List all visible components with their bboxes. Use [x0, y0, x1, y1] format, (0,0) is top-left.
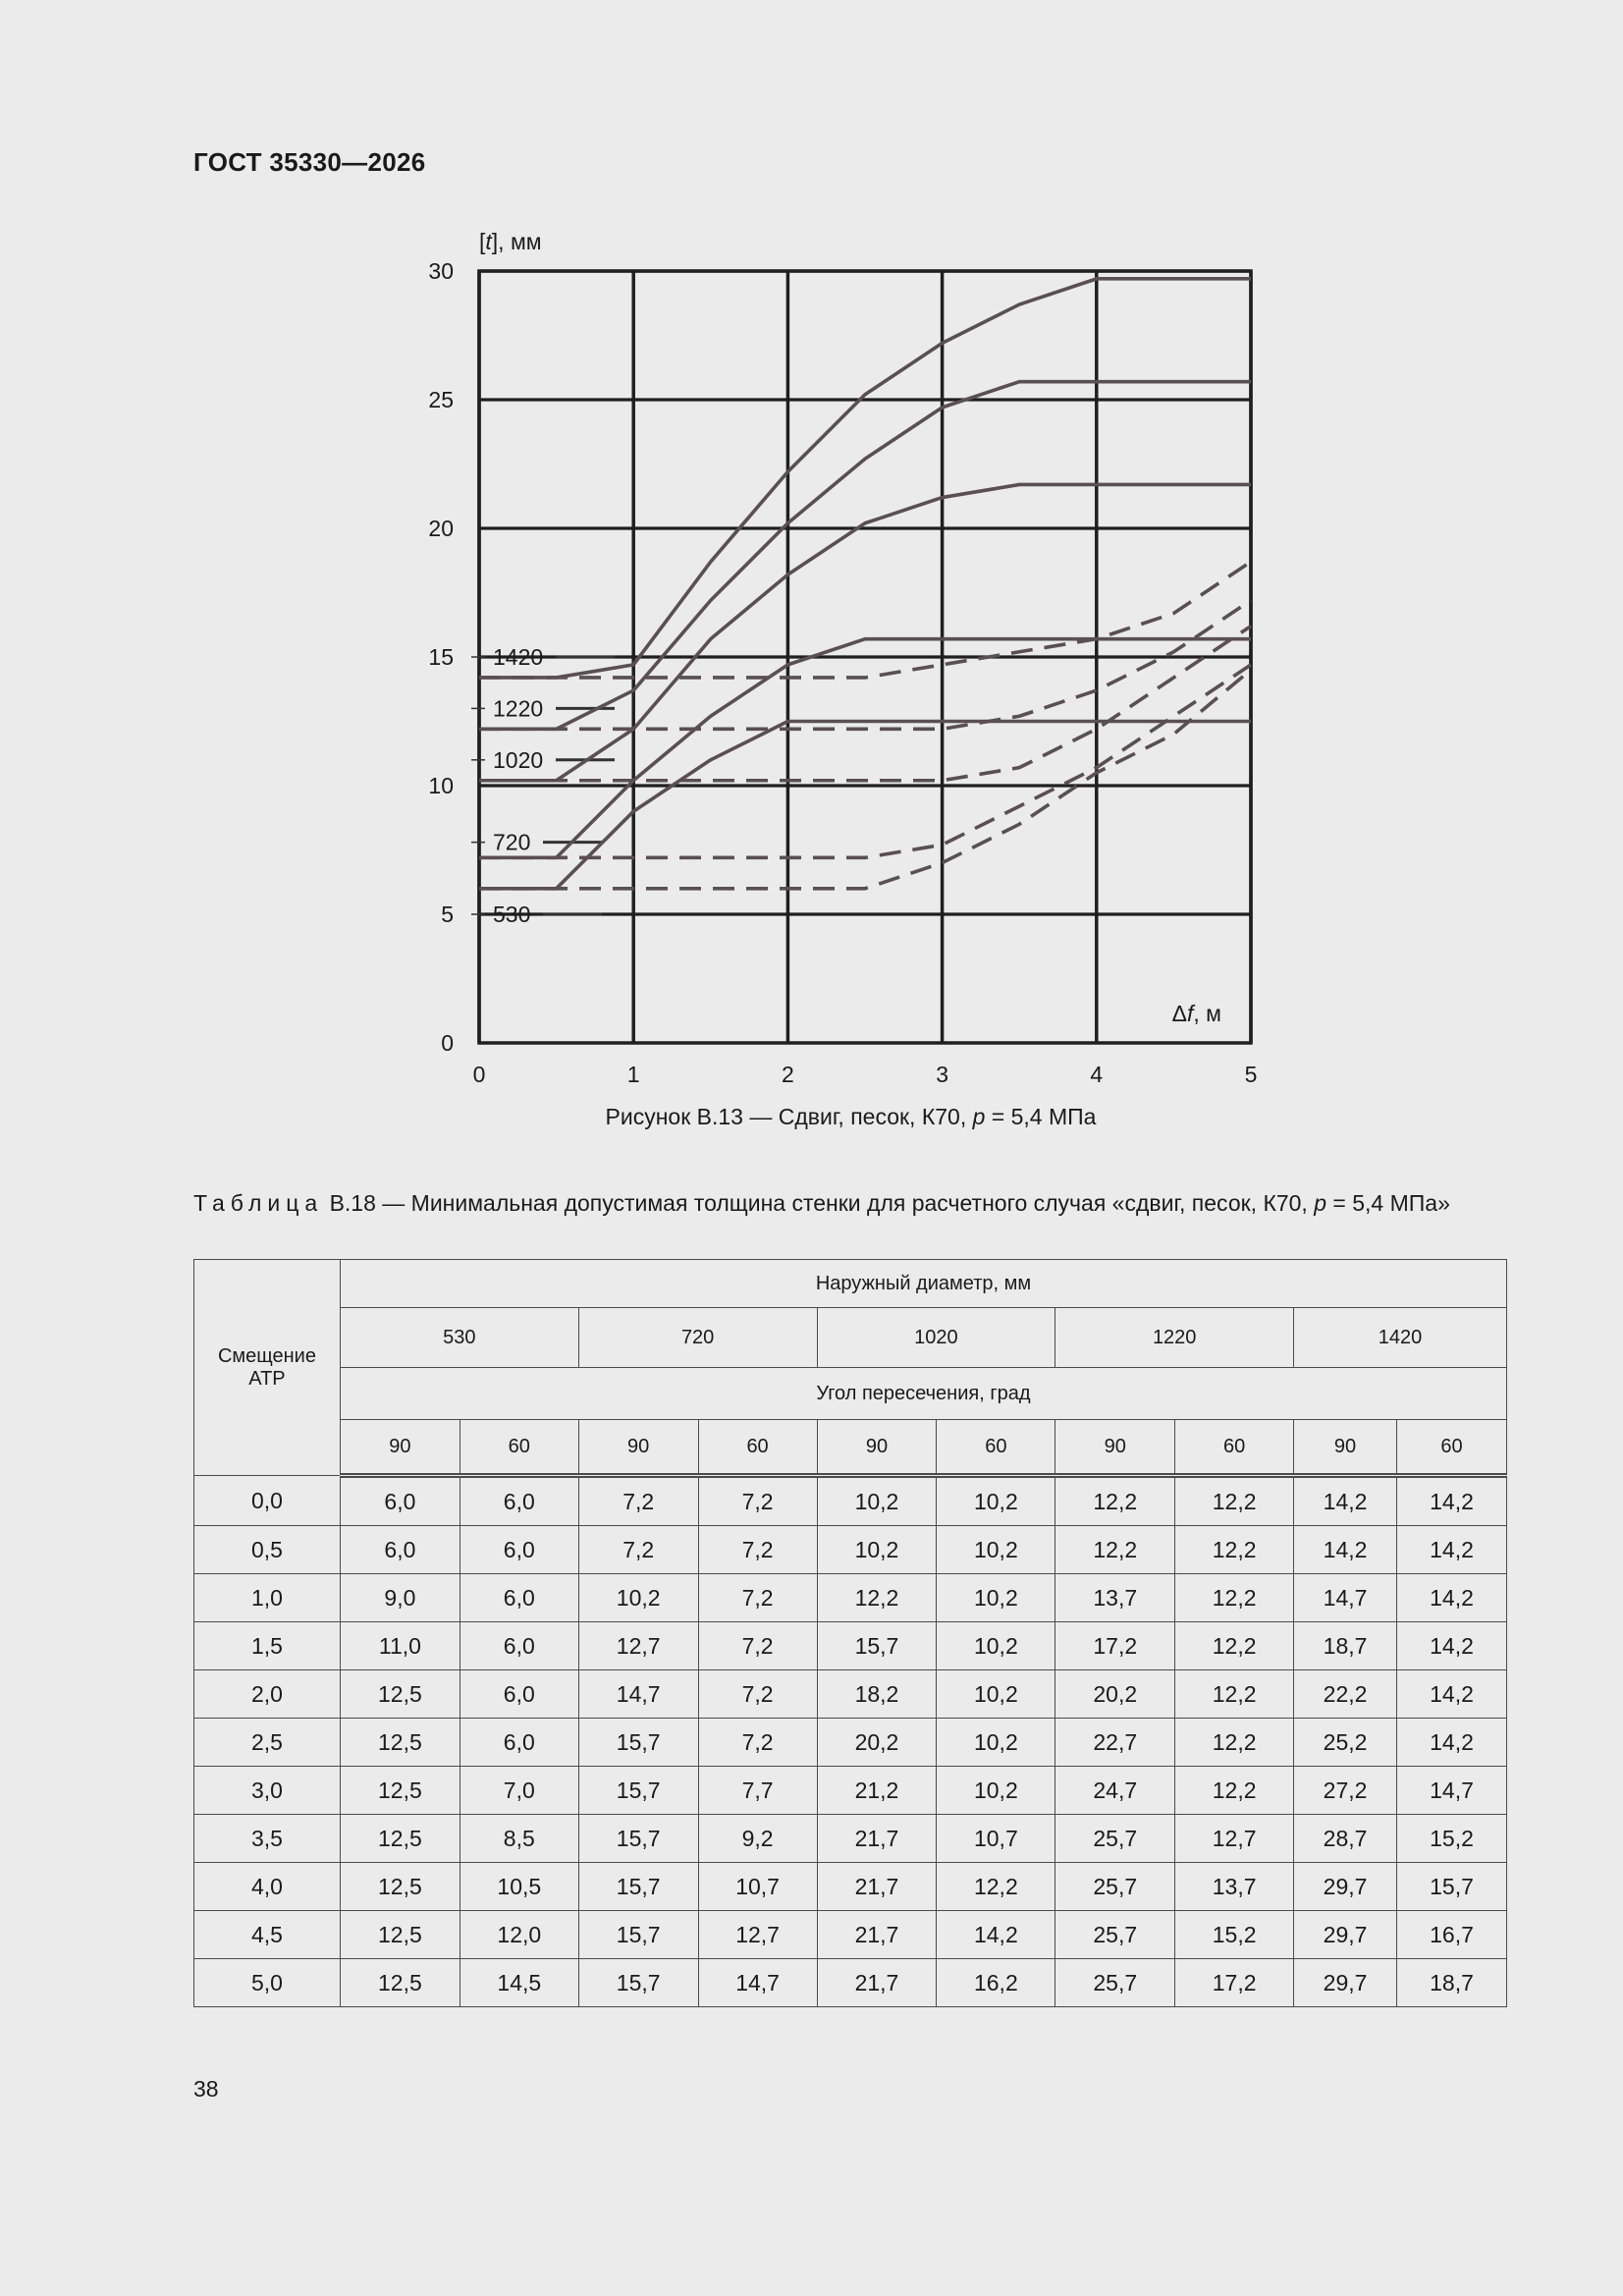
series-530-solid: [479, 722, 1251, 889]
thickness-cell: 10,2: [937, 1526, 1055, 1574]
curve-label-1420: 1420: [493, 644, 544, 670]
thickness-cell: 6,0: [460, 1670, 578, 1719]
x-tick-label: 1: [626, 1062, 640, 1087]
offset-cell: 4,5: [194, 1911, 341, 1959]
thickness-cell: 20,2: [817, 1719, 937, 1767]
thickness-cell: 12,2: [937, 1863, 1055, 1911]
thickness-cell: 7,2: [698, 1622, 817, 1670]
x-tick-label: 0: [472, 1062, 486, 1087]
page-number: 38: [193, 2076, 219, 2102]
thickness-cell: 12,5: [340, 1911, 460, 1959]
thickness-chart: [0, 0, 1623, 1100]
thickness-cell: 21,7: [817, 1863, 937, 1911]
thickness-cell: 7,0: [460, 1767, 578, 1815]
thickness-cell: 14,2: [1397, 1622, 1507, 1670]
x-tick-label: 3: [936, 1062, 948, 1087]
thickness-cell: 27,2: [1294, 1767, 1397, 1815]
y-tick-label: 5: [441, 902, 454, 927]
thickness-cell: 12,2: [1175, 1574, 1294, 1622]
thickness-cell: 7,2: [698, 1670, 817, 1719]
thickness-cell: 14,2: [937, 1911, 1055, 1959]
thickness-cell: 10,2: [817, 1476, 937, 1526]
thickness-cell: 10,5: [460, 1863, 578, 1911]
document-header: ГОСТ 35330—2026: [193, 147, 426, 177]
thickness-cell: 9,2: [698, 1815, 817, 1863]
thickness-cell: 14,2: [1397, 1574, 1507, 1622]
thickness-cell: 12,2: [1175, 1719, 1294, 1767]
thickness-cell: 12,5: [340, 1767, 460, 1815]
table-row: [194, 1719, 1507, 1767]
thickness-cell: 7,2: [698, 1574, 817, 1622]
thickness-cell: 9,0: [340, 1574, 460, 1622]
thickness-cell: 25,7: [1055, 1815, 1175, 1863]
thickness-cell: 18,7: [1397, 1959, 1507, 2007]
thickness-cell: 22,2: [1294, 1670, 1397, 1719]
thickness-cell: 28,7: [1294, 1815, 1397, 1863]
thickness-cell: 29,7: [1294, 1863, 1397, 1911]
thickness-cell: 12,7: [578, 1622, 698, 1670]
table-row: [194, 1863, 1507, 1911]
thickness-cell: 10,2: [937, 1622, 1055, 1670]
offset-cell: 1,0: [194, 1574, 341, 1622]
series-1020-dashed: [479, 627, 1251, 781]
thickness-cell: 25,7: [1055, 1863, 1175, 1911]
thickness-cell: 7,2: [698, 1719, 817, 1767]
thickness-cell: 15,2: [1175, 1911, 1294, 1959]
thickness-cell: 16,2: [937, 1959, 1055, 2007]
thickness-cell: 7,2: [578, 1476, 698, 1526]
table-caption: [193, 1188, 1507, 1219]
thickness-cell: 15,7: [578, 1767, 698, 1815]
thickness-cell: 25,7: [1055, 1911, 1175, 1959]
offset-cell: 0,5: [194, 1526, 341, 1574]
thickness-cell: 12,2: [817, 1574, 937, 1622]
y-tick-label: 30: [428, 258, 454, 284]
thickness-cell: 12,5: [340, 1815, 460, 1863]
thickness-cell: 8,5: [460, 1815, 578, 1863]
thickness-cell: 6,0: [340, 1526, 460, 1574]
thickness-cell: 14,7: [698, 1959, 817, 2007]
curve-label-1220: 1220: [493, 695, 544, 722]
curve-label-530: 530: [493, 902, 531, 927]
thickness-cell: 7,2: [578, 1526, 698, 1574]
thickness-cell: 13,7: [1175, 1863, 1294, 1911]
thickness-cell: 12,2: [1175, 1526, 1294, 1574]
thickness-cell: 25,2: [1294, 1719, 1397, 1767]
thickness-cell: 14,7: [1294, 1574, 1397, 1622]
y-tick-label: 10: [428, 773, 454, 798]
offset-cell: 3,0: [194, 1767, 341, 1815]
thickness-cell: 29,7: [1294, 1959, 1397, 2007]
thickness-cell: 12,2: [1055, 1526, 1175, 1574]
thickness-cell: 7,2: [698, 1526, 817, 1574]
angle-header-cell: 60: [1175, 1420, 1294, 1476]
thickness-cell: 10,2: [937, 1767, 1055, 1815]
thickness-cell: 24,7: [1055, 1767, 1175, 1815]
thickness-cell: 11,0: [340, 1622, 460, 1670]
thickness-cell: 21,7: [817, 1911, 937, 1959]
thickness-cell: 10,2: [817, 1526, 937, 1574]
table-caption-text: В.18 — Минимальная допустимая толщина стенки для расчетного случая «сдвиг, песок, К70,: [323, 1190, 1315, 1216]
thickness-cell: 12,5: [340, 1959, 460, 2007]
thickness-cell: 15,7: [578, 1815, 698, 1863]
figure-caption-prefix: Рисунок В.13 — Сдвиг, песок, К70,: [605, 1104, 973, 1129]
curve-label-1020: 1020: [493, 746, 544, 773]
thickness-cell: 14,7: [1397, 1767, 1507, 1815]
figure-caption-var: p: [972, 1104, 986, 1129]
thickness-cell: 6,0: [460, 1574, 578, 1622]
thickness-cell: 15,7: [578, 1959, 698, 2007]
thickness-cell: 6,0: [460, 1476, 578, 1526]
table-row: [194, 1622, 1507, 1670]
angle-header-cell: 60: [1397, 1420, 1507, 1476]
diameter-header: 1020: [817, 1308, 1055, 1368]
thickness-cell: 14,2: [1294, 1526, 1397, 1574]
thickness-cell: 21,2: [817, 1767, 937, 1815]
thickness-cell: 12,2: [1175, 1622, 1294, 1670]
table-caption-word: Таблица: [193, 1190, 324, 1216]
thickness-cell: 7,7: [698, 1767, 817, 1815]
thickness-cell: 12,5: [340, 1670, 460, 1719]
diameter-header: 530: [340, 1308, 578, 1368]
thickness-cell: 17,2: [1175, 1959, 1294, 2007]
thickness-cell: 12,5: [340, 1719, 460, 1767]
thickness-cell: 12,5: [340, 1863, 460, 1911]
table-row: [194, 1670, 1507, 1719]
offset-cell: 5,0: [194, 1959, 341, 2007]
figure-caption: [0, 1104, 1623, 1130]
thickness-cell: 7,2: [698, 1476, 817, 1526]
offset-cell: 1,5: [194, 1622, 341, 1670]
thickness-cell: 21,7: [817, 1815, 937, 1863]
angle-header-cell: 90: [1294, 1420, 1397, 1476]
thickness-cell: 14,5: [460, 1959, 578, 2007]
angle-header-cell: 90: [1055, 1420, 1175, 1476]
diameter-header: 720: [578, 1308, 817, 1368]
thickness-cell: 6,0: [460, 1622, 578, 1670]
y-tick-label: 20: [428, 516, 454, 541]
curve-label-720: 720: [493, 829, 531, 855]
thickness-cell: 6,0: [340, 1476, 460, 1526]
table-row: [194, 1815, 1507, 1863]
angle-header-cell: 90: [340, 1420, 460, 1476]
offset-cell: 2,0: [194, 1670, 341, 1719]
thickness-cell: 6,0: [460, 1719, 578, 1767]
thickness-cell: 12,2: [1055, 1476, 1175, 1526]
thickness-cell: 12,7: [698, 1911, 817, 1959]
offset-cell: 4,0: [194, 1863, 341, 1911]
y-tick-label: 0: [441, 1030, 454, 1056]
angle-header-cell: 90: [817, 1420, 937, 1476]
thickness-cell: 10,2: [937, 1574, 1055, 1622]
diameter-header: 1220: [1055, 1308, 1294, 1368]
thickness-cell: 21,7: [817, 1959, 937, 2007]
thickness-cell: 18,7: [1294, 1622, 1397, 1670]
thickness-cell: 12,7: [1175, 1815, 1294, 1863]
thickness-cell: 18,2: [817, 1670, 937, 1719]
thickness-cell: 14,2: [1397, 1719, 1507, 1767]
thickness-cell: 15,7: [578, 1911, 698, 1959]
thickness-cell: 10,2: [937, 1476, 1055, 1526]
y-tick-label: 15: [428, 644, 454, 670]
thickness-cell: 6,0: [460, 1526, 578, 1574]
thickness-cell: 15,7: [1397, 1863, 1507, 1911]
thickness-cell: 22,7: [1055, 1719, 1175, 1767]
y-axis-label: [t], мм: [479, 229, 542, 254]
table-row: [194, 1574, 1507, 1622]
angle-header-cell: 60: [937, 1420, 1055, 1476]
stub-header: Смещение АТР: [194, 1260, 341, 1476]
group-header: Наружный диаметр, мм: [340, 1260, 1506, 1308]
thickness-cell: 15,7: [578, 1863, 698, 1911]
thickness-cell: 14,2: [1294, 1476, 1397, 1526]
thickness-cell: 16,7: [1397, 1911, 1507, 1959]
thickness-cell: 12,2: [1175, 1476, 1294, 1526]
thickness-cell: 12,2: [1175, 1670, 1294, 1719]
series-1420-solid: [479, 279, 1251, 678]
x-tick-label: 5: [1244, 1062, 1258, 1087]
diameter-header-row: [194, 1308, 1507, 1368]
table-row: [194, 1959, 1507, 2007]
angle-header-cell: 90: [578, 1420, 698, 1476]
angle-header-cell: 60: [460, 1420, 578, 1476]
thickness-cell: 10,7: [937, 1815, 1055, 1863]
thickness-cell: 12,2: [1175, 1767, 1294, 1815]
thickness-cell: 14,2: [1397, 1526, 1507, 1574]
series-1420-dashed: [479, 562, 1251, 678]
angle-header-row: [194, 1420, 1507, 1476]
table-caption-var: p: [1314, 1190, 1327, 1216]
diameter-header: 1420: [1294, 1308, 1507, 1368]
thickness-cell: 29,7: [1294, 1911, 1397, 1959]
thickness-cell: 10,2: [578, 1574, 698, 1622]
thickness-cell: 20,2: [1055, 1670, 1175, 1719]
thickness-cell: 13,7: [1055, 1574, 1175, 1622]
y-tick-label: 25: [428, 387, 454, 412]
offset-cell: 3,5: [194, 1815, 341, 1863]
thickness-table: [193, 1259, 1507, 2007]
offset-cell: 0,0: [194, 1476, 341, 1526]
x-tick-label: 4: [1090, 1062, 1104, 1087]
table-row: [194, 1767, 1507, 1815]
thickness-cell: 10,2: [937, 1670, 1055, 1719]
angle-header-cell: 60: [698, 1420, 817, 1476]
x-tick-label: 2: [782, 1062, 794, 1087]
thickness-cell: 14,2: [1397, 1670, 1507, 1719]
thickness-cell: 17,2: [1055, 1622, 1175, 1670]
thickness-cell: 15,2: [1397, 1815, 1507, 1863]
thickness-cell: 15,7: [817, 1622, 937, 1670]
thickness-cell: 25,7: [1055, 1959, 1175, 2007]
thickness-cell: 10,7: [698, 1863, 817, 1911]
table-caption-end: = 5,4 МПа»: [1326, 1190, 1450, 1216]
thickness-cell: 15,7: [578, 1719, 698, 1767]
figure-caption-suffix: = 5,4 МПа: [985, 1104, 1097, 1129]
angle-header: Угол пересечения, град: [340, 1368, 1506, 1420]
table-row: [194, 1911, 1507, 1959]
offset-cell: 2,5: [194, 1719, 341, 1767]
thickness-cell: 14,2: [1397, 1476, 1507, 1526]
x-axis-label: Δf, м: [1171, 1001, 1221, 1026]
table-body: [194, 1476, 1507, 2007]
thickness-cell: 12,0: [460, 1911, 578, 1959]
table-row: [194, 1476, 1507, 1526]
thickness-cell: 10,2: [937, 1719, 1055, 1767]
thickness-cell: 14,7: [578, 1670, 698, 1719]
table-row: [194, 1526, 1507, 1574]
